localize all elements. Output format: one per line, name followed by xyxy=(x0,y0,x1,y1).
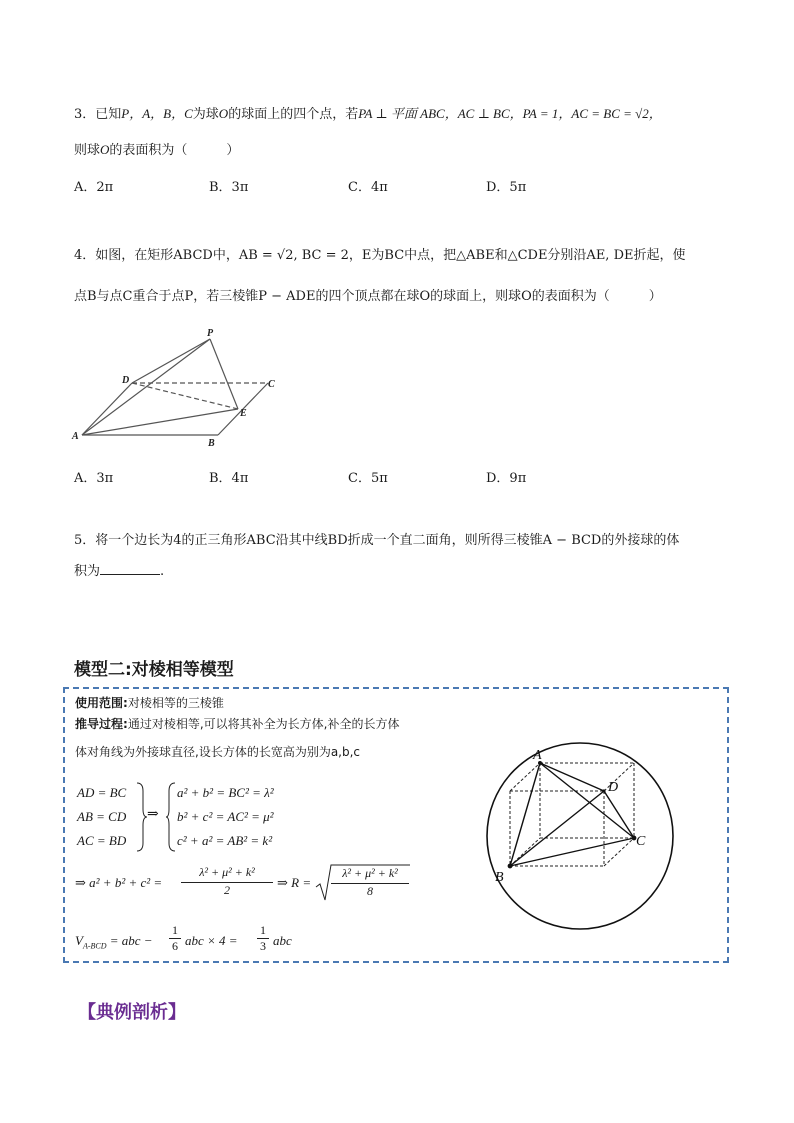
q3-line2-pre: 则球 xyxy=(74,143,101,158)
v-subscript: A-BCD xyxy=(82,941,107,951)
v-mid2: abc × 4 = xyxy=(185,933,238,948)
model2-title: 模型二:对棱相等模型 xyxy=(74,660,234,680)
q3-option-b[interactable]: B．3π xyxy=(209,180,249,195)
q5-line2 xyxy=(74,560,164,579)
q3-option-a[interactable]: A．2π xyxy=(74,180,114,195)
derive-line xyxy=(75,715,399,732)
q3-line2 xyxy=(74,139,239,158)
edge-AP xyxy=(82,339,210,435)
sum-pre: ⇒ a² + b² + c² = xyxy=(75,875,163,890)
q4-line1: 4．如图，在矩形ABCD中，AB = √2, BC = 2，E为BC中点，把△ABE和△CDE分别沿AE, DE折起，使 xyxy=(74,248,686,263)
sphere-label-A: A xyxy=(533,748,542,763)
q4-line2: 点B与点C重合于点P，若三棱锥P − ADE的四个顶点都在球O的球面上，则球O的表面积为（ ） xyxy=(74,289,662,304)
scope-line xyxy=(75,694,224,711)
q3-prefix: 3．已知 xyxy=(74,107,122,122)
scope-text: 对棱相等的三棱锥 xyxy=(127,696,224,710)
edge-PE xyxy=(210,339,238,409)
model2-box xyxy=(63,687,729,963)
v-symbol: V xyxy=(75,933,83,948)
v-mid: = abc − xyxy=(109,933,153,948)
v-fraction1 xyxy=(169,923,181,954)
sphere-cuboid-figure xyxy=(483,739,677,933)
eq-right-1: a² + b² = BC² = λ² xyxy=(177,785,274,800)
q4-option-c[interactable]: C．5π xyxy=(348,471,388,486)
r-numerator: λ² + μ² + k² xyxy=(342,866,398,880)
q4-option-a[interactable]: A．3π xyxy=(74,471,114,486)
edge-DP xyxy=(132,339,210,383)
eq-left-3: AC = BD xyxy=(77,833,127,848)
eq-left-2: AB = CD xyxy=(77,809,127,824)
sum-denominator: 2 xyxy=(181,882,273,898)
q3-sphere-O: O xyxy=(218,106,229,121)
tetra-AD xyxy=(540,763,604,791)
q3-mid: 为球 xyxy=(192,107,219,122)
q4-option-b[interactable]: B．4π xyxy=(209,471,249,486)
q3-conditions: PA ⊥ 平面 ABC，AC ⊥ BC，PA = 1，AC = BC = √2， xyxy=(358,106,662,121)
derive-line2: 体对角线为外接球直径,设长方体的长宽高为别为a,b,c xyxy=(75,745,361,759)
q5-answer-blank[interactable] xyxy=(100,562,160,575)
q3-line1 xyxy=(74,103,662,122)
tetra-AB xyxy=(510,763,540,866)
label-B: B xyxy=(208,438,215,449)
r-fraction xyxy=(331,866,409,899)
v-fraction2 xyxy=(257,923,269,954)
label-C: C xyxy=(268,379,275,390)
eq-left-block xyxy=(77,781,126,853)
q4-option-d[interactable]: D．9π xyxy=(486,471,527,486)
v-end: abc xyxy=(273,933,292,948)
q3-line2-O: O xyxy=(100,142,110,157)
implies-arrow: ⇒ xyxy=(147,807,159,822)
v-frac1-num: 1 xyxy=(172,923,178,937)
edge-AD xyxy=(82,383,132,435)
sphere-label-B: B xyxy=(495,870,504,885)
q3-option-c[interactable]: C．4π xyxy=(348,180,388,195)
edge-AE xyxy=(82,409,238,435)
eq-right-block xyxy=(177,781,274,853)
q3-post: 的球面上的四个点，若 xyxy=(228,107,359,122)
q4-fold-figure xyxy=(70,325,290,455)
derive-label: 推导过程: xyxy=(75,717,128,731)
label-P: P xyxy=(207,328,214,339)
tetra-AC xyxy=(540,763,634,838)
q3-option-d[interactable]: D．5π xyxy=(486,180,527,195)
volume-formula xyxy=(75,933,153,951)
eq-right-3: c² + a² = AB² = k² xyxy=(177,833,273,848)
sum-fraction xyxy=(181,865,273,898)
sphere-label-C: C xyxy=(636,834,646,849)
eq-left-1: AD = BC xyxy=(77,785,127,800)
sum-numerator: λ² + μ² + k² xyxy=(199,865,255,879)
derive-text: 通过对棱相等,可以将其补全为长方体,补全的长方体 xyxy=(127,717,400,731)
q3-points: P，A，B，C xyxy=(121,106,193,121)
v-frac2-den: 3 xyxy=(257,938,269,954)
eq-right-2: b² + c² = AC² = μ² xyxy=(177,809,274,824)
sphere-label-D: D xyxy=(608,780,619,795)
label-D: D xyxy=(122,375,130,386)
r-denominator: 8 xyxy=(331,883,409,899)
v-frac2-num: 1 xyxy=(260,923,266,937)
scope-label: 使用范围: xyxy=(75,696,128,710)
tetra-DC xyxy=(604,791,634,838)
label-E: E xyxy=(240,408,247,419)
r-pre: ⇒ R = xyxy=(277,875,312,890)
label-A: A xyxy=(72,431,79,442)
left-brace xyxy=(165,781,177,853)
examples-title: 【典例剖析】 xyxy=(78,1002,186,1023)
q5-line1: 5．将一个边长为4的正三角形ABC沿其中线BD折成一个直二面角，则所得三棱锥A − BCD的外接球的体 xyxy=(74,533,680,548)
q3-line2-post: 的表面积为（ ） xyxy=(109,143,240,158)
q5-line2-pre: 积为 xyxy=(74,564,101,579)
edge-DE xyxy=(132,383,238,409)
v-frac1-den: 6 xyxy=(169,938,181,954)
q5-line2-post: . xyxy=(160,564,165,579)
